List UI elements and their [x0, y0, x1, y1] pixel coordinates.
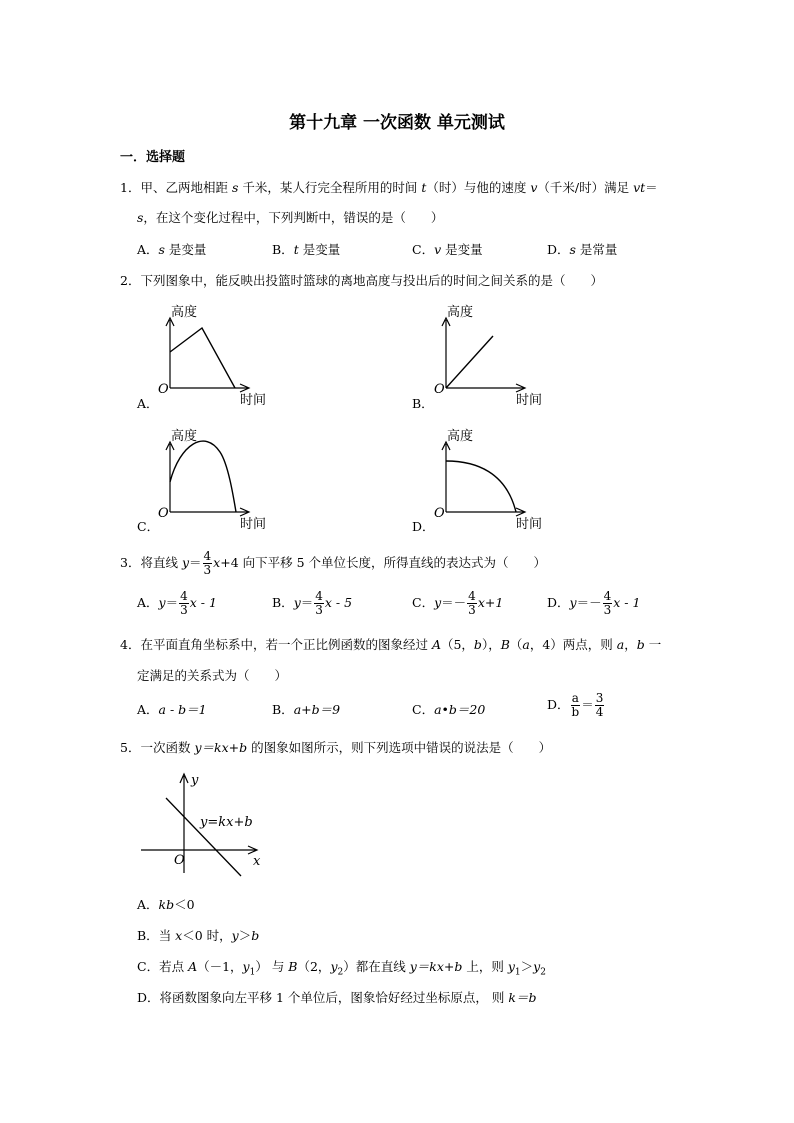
q5-graph [138, 768, 278, 878]
q4-number: 4． [120, 637, 141, 652]
option-letter: C． [412, 595, 435, 610]
q4-text: ）， [481, 637, 501, 652]
q2-text: 下列图象中，能反映出投篮时篮球的离地高度与投出后的时间之间关系的是（ ） [140, 273, 603, 288]
option-letter: D． [547, 242, 570, 257]
line-label: y=kx+b [200, 815, 253, 830]
point-b: B [288, 959, 298, 974]
q4-line2: 定满足的关系式为（ ） [137, 668, 288, 683]
var-s: s [137, 210, 144, 225]
option-text: 是常量 [575, 242, 618, 257]
var-b: b [636, 637, 645, 652]
point-a: A [188, 959, 198, 974]
var-x: x [213, 555, 221, 570]
option-text: a•b＝20 [434, 702, 486, 717]
q3-stem [120, 550, 546, 577]
var-vt: vt [633, 180, 646, 195]
numerator: 4 [315, 589, 323, 603]
numerator: 3 [595, 691, 604, 705]
option-text: ＜0 时， [182, 928, 232, 943]
equals: ＝ [576, 595, 590, 610]
fraction [467, 590, 477, 617]
x-axis-label: 时间 [516, 393, 543, 408]
minus-sign: － [589, 595, 602, 610]
option-text: （2， [297, 959, 331, 974]
var-b: b [473, 637, 482, 652]
x-axis-label: x [253, 854, 261, 869]
curve [446, 336, 493, 388]
origin-label: O [434, 506, 445, 521]
q1-line2 [137, 208, 443, 226]
q2-option-d-label[interactable]: D． [412, 519, 435, 534]
q3-option-d[interactable] [547, 590, 640, 617]
q2-graph-d[interactable] [426, 424, 566, 534]
option-letter: C． [137, 959, 160, 974]
equals: ＝ [189, 555, 202, 570]
function-expr: y＝kx+b [194, 740, 248, 755]
q5-stem [120, 738, 551, 756]
q2-stem [120, 271, 603, 289]
fraction [595, 692, 605, 719]
q4-text: 一 [644, 637, 662, 652]
y-axis-label: 高度 [171, 429, 198, 444]
denominator: 3 [468, 603, 476, 617]
q1-text: （千米/时）满足 [537, 180, 634, 195]
q3-option-c[interactable] [412, 590, 503, 617]
y-axis-label: 高度 [171, 305, 198, 320]
q1-option-c[interactable] [412, 240, 483, 258]
option-text: x - 1 [189, 595, 217, 610]
option-letter: B． [272, 242, 294, 257]
x-axis-label: 时间 [516, 517, 543, 532]
q5-option-c[interactable] [137, 957, 546, 978]
q1-option-b[interactable] [272, 240, 340, 258]
option-text: x+1 [477, 595, 504, 610]
fraction [203, 550, 213, 577]
q4-text: ， [624, 637, 637, 652]
option-text: x - 5 [324, 595, 353, 610]
function-expr: k＝b [508, 990, 537, 1005]
var-x: x [175, 928, 183, 943]
option-letter: D． [547, 595, 570, 610]
numerator: 4 [203, 549, 212, 563]
q2-option-c-label[interactable]: C． [137, 519, 160, 534]
numerator: 4 [603, 589, 612, 603]
q1-text: ，在这个变化过程中，下列判断中，错误的是（ ） [143, 210, 444, 225]
denominator: 3 [603, 603, 612, 617]
q5-option-a[interactable] [137, 895, 195, 913]
option-text: 当 [158, 928, 176, 943]
option-text: 若点 [159, 959, 189, 974]
origin-label: O [174, 853, 185, 868]
origin-label: O [434, 382, 445, 397]
q4-option-d[interactable] [547, 692, 605, 719]
equals: ＝ [441, 595, 454, 610]
var-a: a [522, 637, 530, 652]
y-axis-label: 高度 [447, 305, 474, 320]
q1-number: 1． [120, 180, 141, 195]
section-heading: 一．选择题 [120, 150, 186, 165]
option-letter: B． [137, 928, 159, 943]
option-text: 是变量 [298, 242, 341, 257]
point-a: A [431, 637, 441, 652]
x-axis-label: 时间 [240, 393, 267, 408]
subscript: 1 [514, 967, 521, 978]
var-v: v [530, 180, 538, 195]
var-y: y [434, 595, 442, 610]
option-letter: B． [272, 702, 294, 717]
q4-line1 [120, 635, 661, 653]
option-letter: D． [547, 697, 570, 712]
var-a: a [616, 637, 625, 652]
y-axis-label: y [191, 773, 199, 788]
var-y: y [533, 959, 541, 974]
q1-option-a[interactable] [137, 240, 206, 258]
curve [170, 441, 236, 512]
page-title: 第十九章 一次函数 单元测试 [289, 113, 505, 133]
denominator: 3 [203, 563, 212, 577]
option-text: x - 1 [613, 595, 641, 610]
option-var: v [434, 242, 442, 257]
var-y: y [293, 595, 301, 610]
option-letter: A． [137, 702, 159, 717]
q3-text: 将直线 [140, 555, 182, 570]
option-text: 是变量 [164, 242, 207, 257]
fraction [179, 590, 189, 617]
option-text: 上，则 [462, 959, 508, 974]
denominator: 3 [315, 603, 323, 617]
origin-label: O [158, 506, 169, 521]
q1-line1 [120, 178, 658, 196]
q4-text: （ [509, 637, 523, 652]
q5-option-d[interactable] [137, 988, 536, 1006]
q1-text: （时）与他的速度 [426, 180, 531, 195]
option-letter: A． [137, 242, 159, 257]
q4-option-c[interactable] [412, 700, 485, 718]
fraction [314, 590, 324, 617]
function-expr: y＝kx+b [409, 959, 463, 974]
curve [446, 461, 516, 512]
option-letter: D． [137, 990, 160, 1005]
option-letter: C． [412, 242, 435, 257]
q2-graph-b[interactable] [426, 300, 566, 410]
option-text: ＜0 [174, 897, 195, 912]
option-text: kb [158, 897, 175, 912]
denominator: 3 [180, 603, 188, 617]
option-text: （－1， [197, 959, 243, 974]
q1-text: 甲、乙两地相距 [140, 180, 232, 195]
minus-sign: － [453, 595, 467, 610]
equals: ＝ [581, 697, 594, 712]
option-var: s [569, 242, 576, 257]
q4-option-b[interactable] [272, 700, 340, 718]
point-b: B [500, 637, 510, 652]
var-y: y [181, 555, 189, 570]
y-axis-label: 高度 [447, 429, 474, 444]
q4-text: （5， [440, 637, 474, 652]
q2-graph-a[interactable] [150, 300, 290, 410]
var-y: y [507, 959, 515, 974]
numerator: 4 [468, 589, 476, 603]
var-y: y [242, 959, 250, 974]
q3-option-b[interactable] [272, 590, 352, 617]
var-s: s [231, 180, 239, 195]
subscript: 2 [540, 967, 546, 978]
q1-option-d[interactable] [547, 240, 617, 258]
option-letter: B． [272, 595, 294, 610]
option-text: a+b＝9 [293, 702, 341, 717]
var-y: y [330, 959, 338, 974]
option-text: a - b＝1 [158, 702, 207, 717]
fraction [603, 590, 613, 617]
equals: ＝ [165, 595, 179, 610]
option-letter: C． [412, 702, 435, 717]
option-text: ＞ [238, 928, 252, 943]
option-letter: A． [137, 897, 159, 912]
option-text: 是变量 [441, 242, 483, 257]
q2-number: 2． [120, 273, 141, 288]
q2-graph-c[interactable] [150, 424, 290, 534]
var-t: t [421, 180, 427, 195]
numerator: a [571, 691, 579, 705]
fraction [571, 692, 581, 719]
origin-label: O [158, 382, 169, 397]
q2-option-b-label[interactable]: B． [412, 396, 434, 411]
var-y: y [569, 595, 577, 610]
var-y: y [158, 595, 166, 610]
option-text: ＞ [520, 959, 534, 974]
q1-text: ＝ [645, 180, 658, 195]
q5-text: 的图象如图所示，则下列选项中错误的说法是（ ） [247, 740, 552, 755]
q3-number: 3． [120, 555, 141, 570]
equals: ＝ [300, 595, 314, 610]
option-var: s [158, 242, 165, 257]
q5-text: 一次函数 [140, 740, 195, 755]
q4-text: 在平面直角坐标系中，若一个正比例函数的图象经过 [140, 637, 432, 652]
q5-option-b[interactable] [137, 926, 259, 944]
q3-text: +4 向下平移 5 个单位长度，所得直线的表达式为（ ） [220, 555, 547, 570]
q2-option-a-label[interactable]: A． [137, 396, 159, 411]
option-text: ） 与 [255, 959, 289, 974]
var-b: b [251, 928, 260, 943]
denominator: 4 [595, 705, 604, 719]
q1-text: 千米，某人行完全程所用的时间 [238, 180, 422, 195]
option-text: 将函数图象向左平移 1 个单位后，图象恰好经过坐标原点， 则 [159, 990, 509, 1005]
q3-option-a[interactable] [137, 590, 217, 617]
option-var: t [293, 242, 299, 257]
x-axis-label: 时间 [240, 517, 267, 532]
curve [170, 328, 235, 388]
var-y: y [231, 928, 239, 943]
q4-text: ，4）两点，则 [529, 637, 617, 652]
subscript: 2 [337, 967, 344, 978]
subscript: 1 [249, 967, 256, 978]
option-letter: A． [137, 595, 159, 610]
option-text: ）都在直线 [343, 959, 410, 974]
q5-number: 5． [120, 740, 141, 755]
q4-option-a[interactable] [137, 700, 207, 718]
numerator: 4 [180, 589, 188, 603]
denominator: b [571, 705, 580, 719]
